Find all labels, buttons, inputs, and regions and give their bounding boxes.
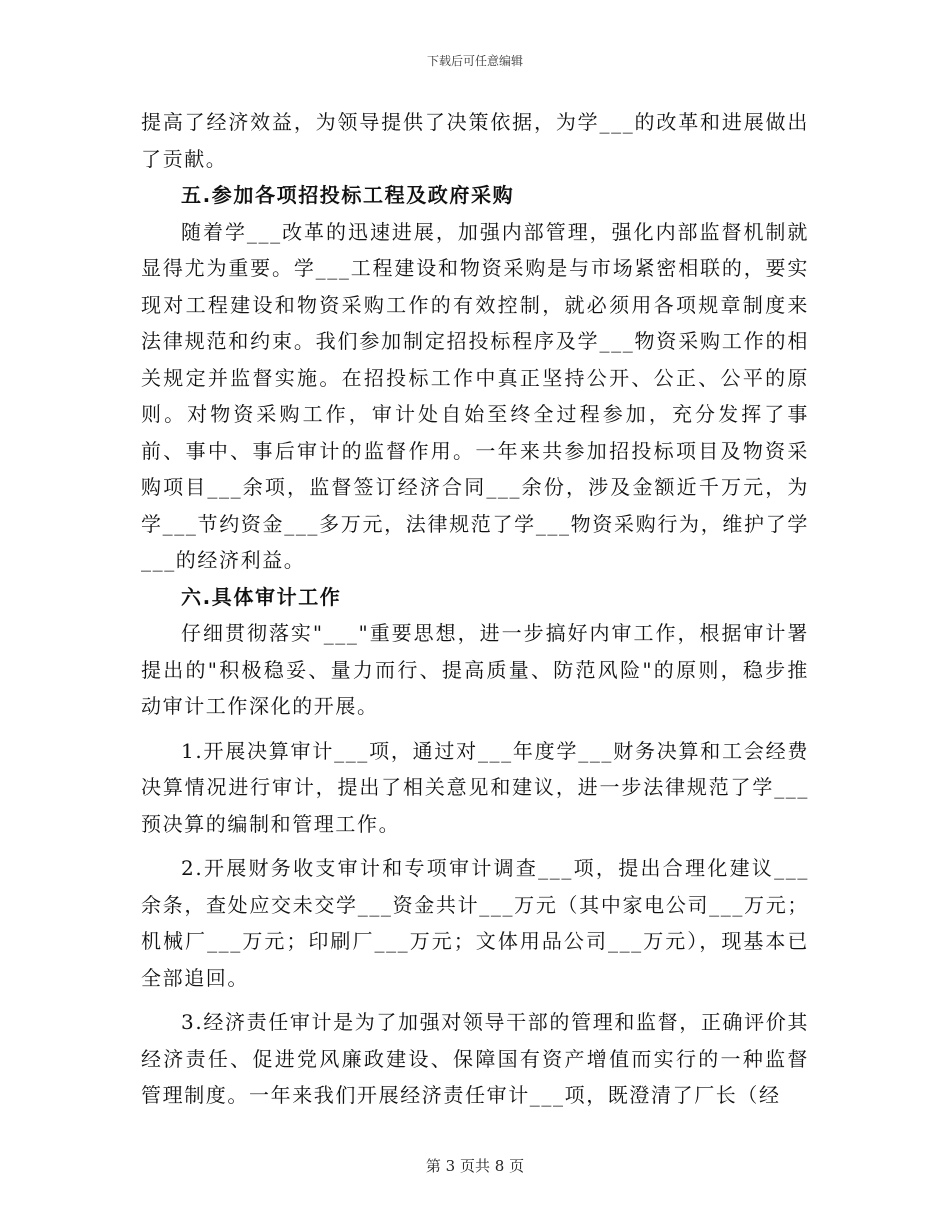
paragraph-item-2: 2.开展财务收支审计和专项审计调查___项，提出合理化建议___余条，查处应交未交学___资金共计___万元（其中家电公司___万元；机械厂___万元；印刷厂___万元；文体用品公司___万元），现基本已全部追回。 xyxy=(141,856,809,990)
paragraph-procurement: 随着学___改革的迅速进展，加强内部管理，强化内部监督机制就显得尤为重要。学___工程建设和物资采购是与市场紧密相联的，要实现对工程建设和物资采购工作的有效控制，就必须用各项规章制度来法律规范和约束。我们参加制定招投标程序及学___物资采购工作的相关规定并监督实施。在招投标工作中真正坚持公开、公正、公平的原则。对物资采购工作，审计处自始至终全过程参加，充分发挥了事前、事中、事后审计的监督作用。一年来共参加招投标项目及物资采购项目___余项，监督签订经济合同___余份，涉及金额近千万元，为学___节约资金___多万元，法律规范了学___物资采购行为，维护了学___的经济利益。 xyxy=(141,219,809,572)
page-header: 下载后可任意编辑 xyxy=(426,54,523,68)
document-body xyxy=(141,104,809,1114)
paragraph-continuation: 提高了经济效益，为领导提供了决策依据，为学___的改革和进展做出了贡献。 xyxy=(141,110,809,171)
section-heading-6: 六.具体审计工作 xyxy=(181,584,342,609)
section-heading-5: 五.参加各项招投标工程及政府采购 xyxy=(181,183,515,207)
paragraph-audit-intro: 仔细贯彻落实"___"重要思想，进一步搞好内审工作，根据审计署提出的"积极稳妥、量力而行、提高质量、防范风险"的原则，稳步推动审计工作深化的开展。 xyxy=(141,621,809,718)
paragraph-item-1: 1.开展决算审计___项，通过对___年度学___财务决算和工会经费决算情况进行审计，提出了相关意见和建议，进一步法律规范了学___预决算的编制和管理工作。 xyxy=(141,738,809,836)
paragraph-item-3: 3.经济责任审计是为了加强对领导干部的管理和监督，正确评价其经济责任、促进党风廉政建设、保障国有资产增值而实行的一种监督管理制度。一年来我们开展经济责任审计___项，既澄清了厂长（经 xyxy=(141,1010,809,1107)
page-number: 第 3 页共 8 页 xyxy=(425,1157,525,1175)
